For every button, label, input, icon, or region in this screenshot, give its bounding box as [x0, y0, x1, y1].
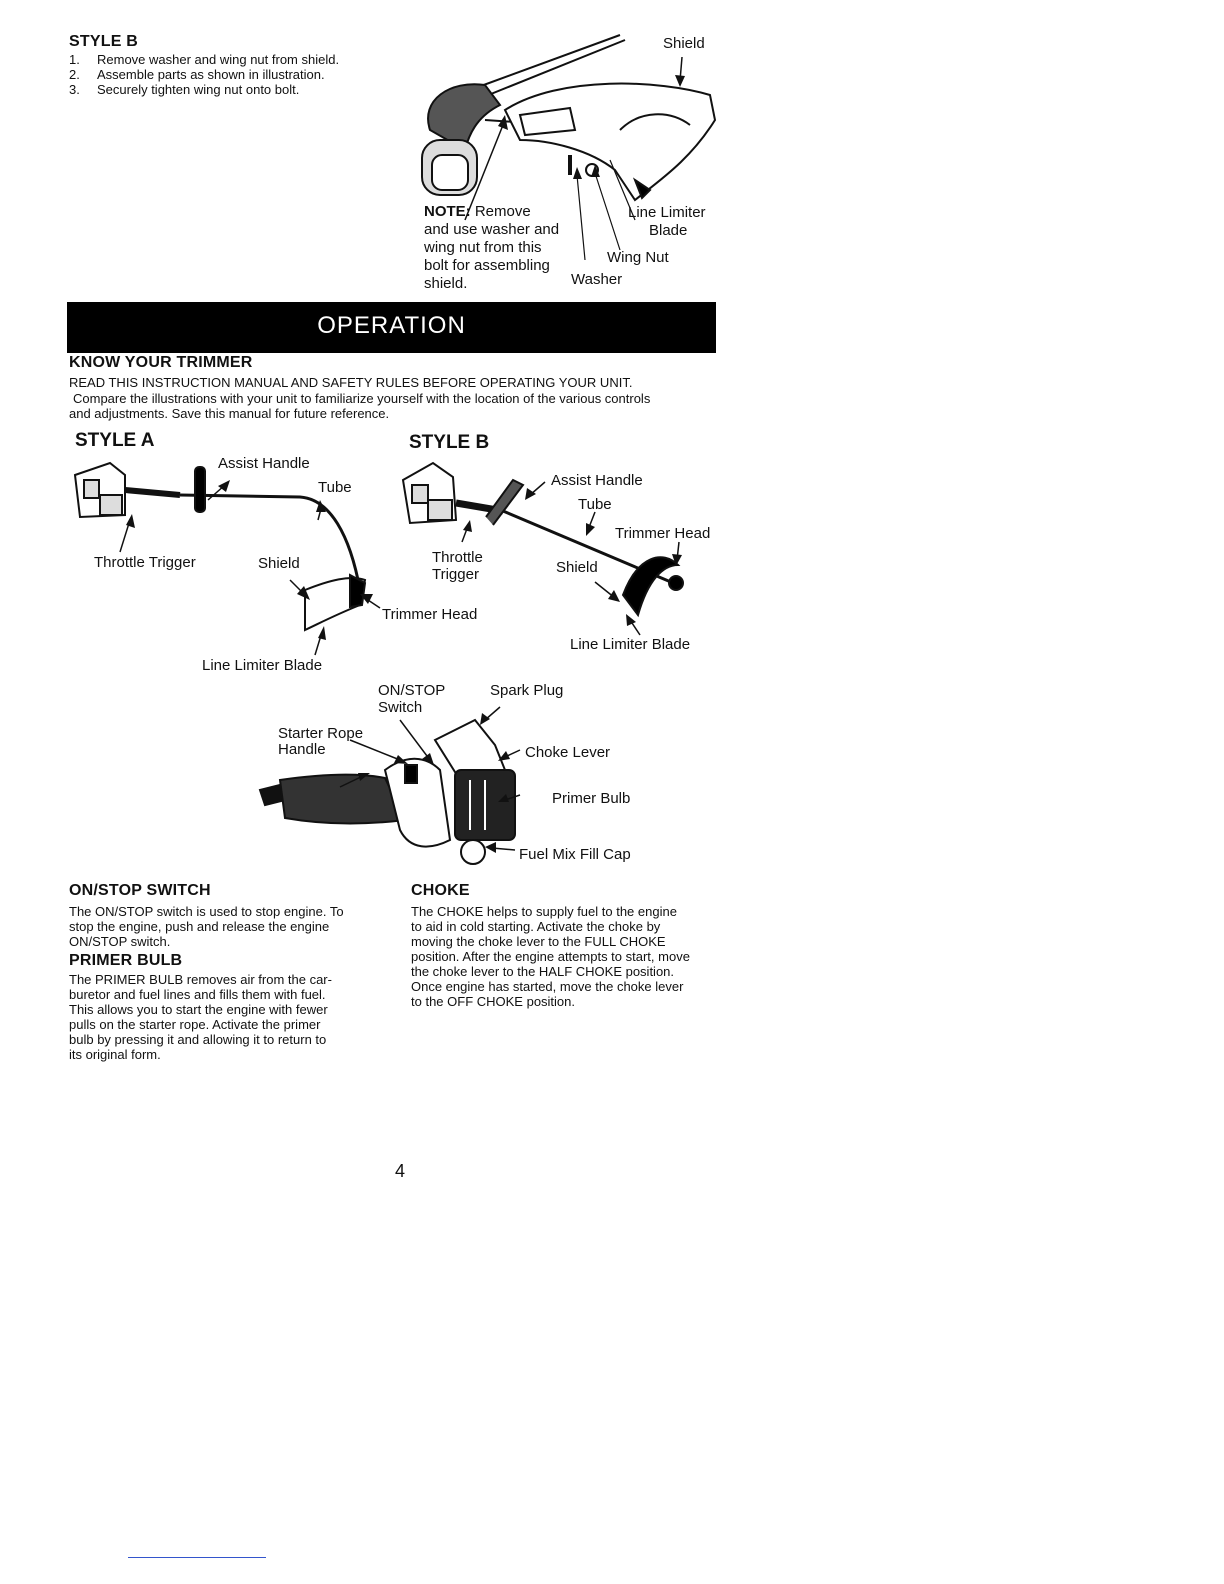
style-b-trigger-label: Trigger — [432, 566, 479, 583]
style-b-tube-label: Tube — [578, 496, 612, 513]
note-line: bolt for assembling — [424, 257, 550, 274]
body-line: This allows you to start the engine with fewer — [69, 1002, 328, 1017]
body-line: position. After the engine attempts to start, move — [411, 949, 690, 964]
body-line: ON/STOP switch. — [69, 934, 171, 949]
primer-bulb-label: Primer Bulb — [552, 790, 631, 807]
spark-plug-label: Spark Plug — [490, 682, 564, 699]
primer-body — [69, 972, 391, 1062]
starter-rope-handle-label: Handle — [278, 741, 326, 758]
style-b-trimmer-head-label: Trimmer Head — [615, 525, 711, 542]
style-a-throttle-trigger-label: Throttle Trigger — [94, 554, 196, 571]
right-column — [411, 882, 736, 1009]
style-b-shield-label: Shield — [556, 559, 598, 576]
step-item: 1. Remove washer and wing nut from shield. — [69, 52, 340, 67]
choke-lever-label: Choke Lever — [525, 744, 611, 761]
engine-arrows — [320, 695, 640, 865]
onstop-heading: ON/STOP SWITCH — [69, 882, 211, 899]
banner-title: OPERATION — [317, 312, 466, 339]
style-b-heading: STYLE B — [69, 33, 138, 50]
body-line: pulls on the starter rope. Activate the primer — [69, 1017, 321, 1032]
style-b-line-limiter-blade-label: Line Limiter Blade — [570, 636, 691, 653]
shield-arrow-icon — [672, 57, 692, 87]
style-a-heading: STYLE A — [75, 430, 155, 451]
body-line: stop the engine, push and release the engine — [69, 919, 330, 934]
washer-label: Washer — [571, 271, 623, 288]
style-a-shield-label: Shield — [258, 555, 300, 572]
style-b-throttle-label: Throttle — [432, 549, 483, 566]
style-b-assist-handle-label: Assist Handle — [551, 472, 643, 489]
body-line: bulb by pressing it and allowing it to return to — [69, 1032, 327, 1047]
body-line: The ON/STOP switch is used to stop engine. To — [69, 904, 344, 919]
blade-label: Blade — [649, 222, 688, 239]
note-bold: NOTE: — [424, 203, 471, 220]
starter-rope-label: Starter Rope — [278, 725, 364, 742]
know-line: and adjustments. Save this manual for future reference. — [69, 406, 390, 421]
onstop-body — [69, 904, 391, 949]
style-a-line-limiter-blade-label: Line Limiter Blade — [202, 657, 323, 674]
switch-label: Switch — [378, 699, 423, 716]
know-heading: KNOW YOUR TRIMMER — [69, 354, 253, 371]
note-line: Remove — [474, 203, 531, 220]
note-block — [424, 203, 559, 293]
know-line: Compare the illustrations with your unit to familiarize yourself with the location of the various controls — [73, 391, 651, 406]
left-column — [69, 882, 391, 1062]
choke-body — [411, 904, 736, 1009]
choke-heading: CHOKE — [411, 882, 470, 899]
body-line: the choke lever to the HALF CHOKE position. — [411, 964, 675, 979]
fuel-mix-fill-cap-label: Fuel Mix Fill Cap — [519, 846, 631, 863]
on-stop-label: ON/STOP — [378, 682, 446, 699]
style-b2-heading: STYLE B — [409, 432, 490, 453]
note-line: and use washer and — [424, 221, 560, 238]
note-line: shield. — [424, 275, 468, 292]
body-line: to the OFF CHOKE position. — [411, 994, 576, 1009]
body-line: Once engine has started, move the choke lever — [411, 979, 684, 994]
style-a-tube-label: Tube — [318, 479, 352, 496]
page-number: 4 — [395, 1161, 406, 1181]
body-line: its original form. — [69, 1047, 161, 1062]
note-line: wing nut from this — [424, 239, 542, 256]
style-a-assist-handle-label: Assist Handle — [218, 455, 310, 472]
body-line: buretor and fuel lines and fills them with fuel. — [69, 987, 326, 1002]
step-item: 2. Assemble parts as shown in illustration. — [69, 67, 325, 82]
line-limiter-label: Line Limiter — [628, 204, 706, 221]
body-line: moving the choke lever to the FULL CHOKE — [411, 934, 666, 949]
operation-banner — [67, 302, 716, 353]
wing-nut-label: Wing Nut — [607, 249, 669, 266]
primer-heading: PRIMER BULB — [69, 952, 183, 969]
body-line: The PRIMER BULB removes air from the car- — [69, 972, 332, 987]
know-caps-line: READ THIS INSTRUCTION MANUAL AND SAFETY RULES BEFORE OPERATING YOUR UNIT. — [69, 375, 633, 390]
shield-label: Shield — [663, 35, 705, 52]
step-item: 3. Securely tighten wing nut onto bolt. — [69, 82, 300, 97]
body-line: to aid in cold starting. Activate the choke by — [411, 919, 661, 934]
footer-rule — [128, 1557, 266, 1558]
style-a-trimmer-head-label: Trimmer Head — [382, 606, 478, 623]
style-b-steps — [69, 52, 339, 97]
body-line: The CHOKE helps to supply fuel to the engine — [411, 904, 677, 919]
